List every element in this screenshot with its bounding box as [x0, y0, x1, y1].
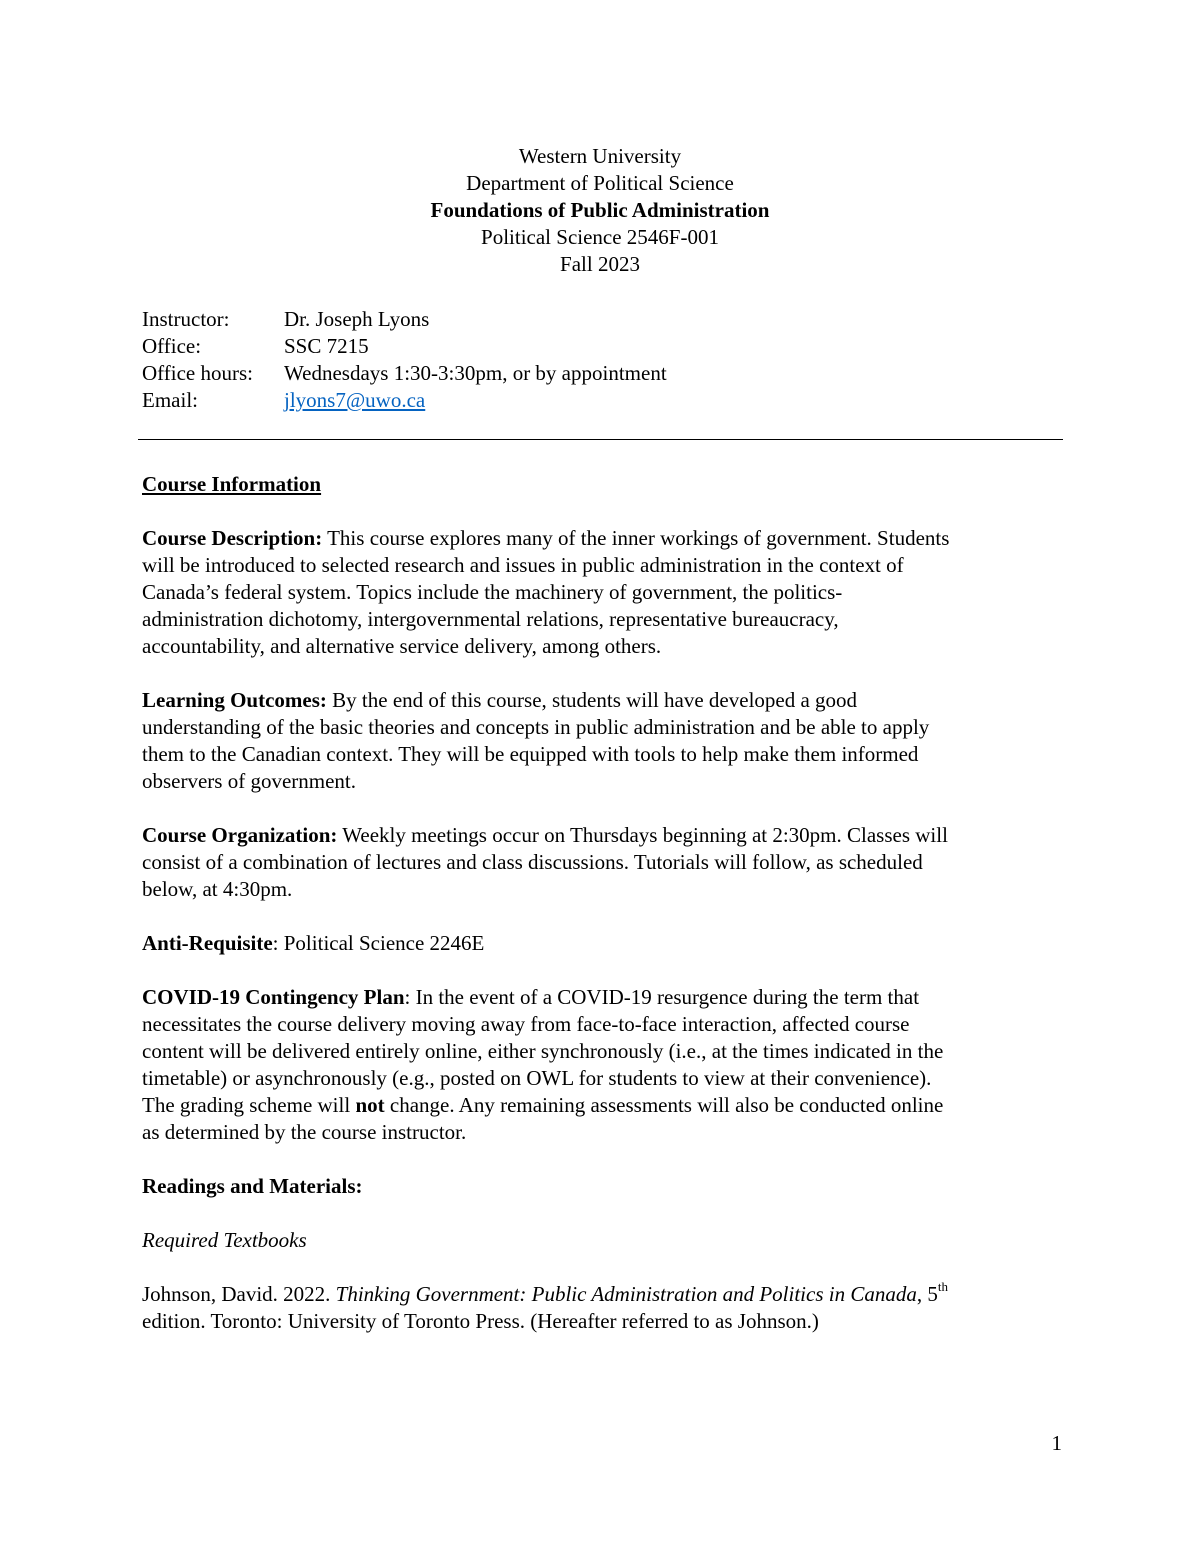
office-row	[142, 333, 667, 360]
paragraph-line: them to the Canadian context. They will be equipped with tools to help make them informed	[142, 742, 919, 766]
office-value: SSC 7215	[284, 334, 369, 358]
anti-requisite-value: : Political Science 2246E	[272, 931, 485, 955]
paragraph-line: The grading scheme will not change. Any remaining assessments will also be conducted online	[142, 1093, 944, 1117]
anti-requisite-paragraph	[142, 930, 1057, 957]
instructor-label: Instructor:	[142, 307, 230, 331]
instructor-value: Dr. Joseph Lyons	[284, 307, 430, 331]
syllabus-header	[0, 143, 1200, 278]
anti-requisite-label: Anti-Requisite	[142, 931, 273, 955]
section-title-course-information: Course Information	[142, 472, 322, 496]
term: Fall 2023	[560, 252, 640, 276]
paragraph-line: accountability, and alternative service delivery, among others.	[142, 634, 662, 658]
paragraph-line: will be introduced to selected research and issues in public administration in the context of	[142, 553, 904, 577]
instructor-row	[142, 306, 667, 333]
paragraph-line: This course explores many of the inner workings of government. Students	[322, 526, 950, 550]
course-description-paragraph	[142, 525, 1057, 660]
course-organization-paragraph	[142, 822, 1057, 903]
university-name: Western University	[518, 144, 682, 168]
paragraph-line: consist of a combination of lectures and class discussions. Tutorials will follow, as scheduled	[142, 850, 923, 874]
learning-outcomes-paragraph	[142, 687, 1057, 795]
learning-outcomes-label: Learning Outcomes:	[142, 688, 327, 712]
course-code: Political Science 2546F-001	[481, 225, 719, 249]
office-hours-row	[142, 360, 667, 387]
course-organization-label: Course Organization:	[142, 823, 338, 847]
textbook-title: Thinking Government: Public Administration and Politics in Canada	[335, 1282, 917, 1306]
course-title: Foundations of Public Administration	[430, 198, 770, 222]
required-textbooks-subheading: Required Textbooks	[142, 1228, 307, 1252]
paragraph-line: timetable) or asynchronously (e.g., posted on OWL for students to view at their convenience).	[142, 1066, 932, 1090]
textbook-citation: Johnson, David. 2022. Thinking Government: Public Administration and Politics in Canada, 5th edition. Toronto: University of Toronto Press. (Hereafter referred to as Johnson.)	[142, 1281, 1057, 1335]
office-hours-label: Office hours:	[142, 361, 253, 385]
paragraph-line: understanding of the basic theories and concepts in public administration and be able to apply	[142, 715, 930, 739]
paragraph-line: observers of government.	[142, 769, 357, 793]
contact-info	[142, 306, 667, 414]
paragraph-line: below, at 4:30pm.	[142, 877, 293, 901]
paragraph-line: By the end of this course, students will have developed a good	[326, 688, 858, 712]
email-row	[142, 387, 667, 414]
course-information-body	[142, 471, 1057, 1335]
paragraph-line: content will be delivered entirely online, either synchronously (i.e., at the times indicated in the	[142, 1039, 944, 1063]
email-link[interactable]: jlyons7@uwo.ca	[284, 388, 426, 412]
office-label: Office:	[142, 334, 202, 358]
paragraph-line: as determined by the course instructor.	[142, 1120, 467, 1144]
horizontal-divider	[138, 439, 1063, 440]
edition-superscript: th	[937, 1279, 948, 1294]
course-description-label: Course Description:	[142, 526, 323, 550]
covid-contingency-label: COVID-19 Contingency Plan	[142, 985, 405, 1009]
paragraph-line: Weekly meetings occur on Thursdays beginning at 2:30pm. Classes will	[337, 823, 948, 847]
paragraph-line: Canada’s federal system. Topics include the machinery of government, the politics-	[142, 580, 843, 604]
emphasis-not: not	[355, 1093, 385, 1117]
readings-materials-heading: Readings and Materials:	[142, 1174, 363, 1198]
paragraph-line: : In the event of a COVID-19 resurgence during the term that	[404, 985, 920, 1009]
office-hours-value: Wednesdays 1:30-3:30pm, or by appointment	[284, 361, 667, 385]
email-label: Email:	[142, 388, 198, 412]
covid-contingency-paragraph	[142, 984, 1057, 1146]
paragraph-line: administration dichotomy, intergovernmental relations, representative bureaucracy,	[142, 607, 839, 631]
paragraph-line: necessitates the course delivery moving away from face-to-face interaction, affected course	[142, 1012, 910, 1036]
paragraph-line: edition. Toronto: University of Toronto Press. (Hereafter referred to as Johnson.)	[142, 1309, 819, 1333]
department-name: Department of Political Science	[466, 171, 734, 195]
page-number: 1	[1051, 1431, 1062, 1455]
